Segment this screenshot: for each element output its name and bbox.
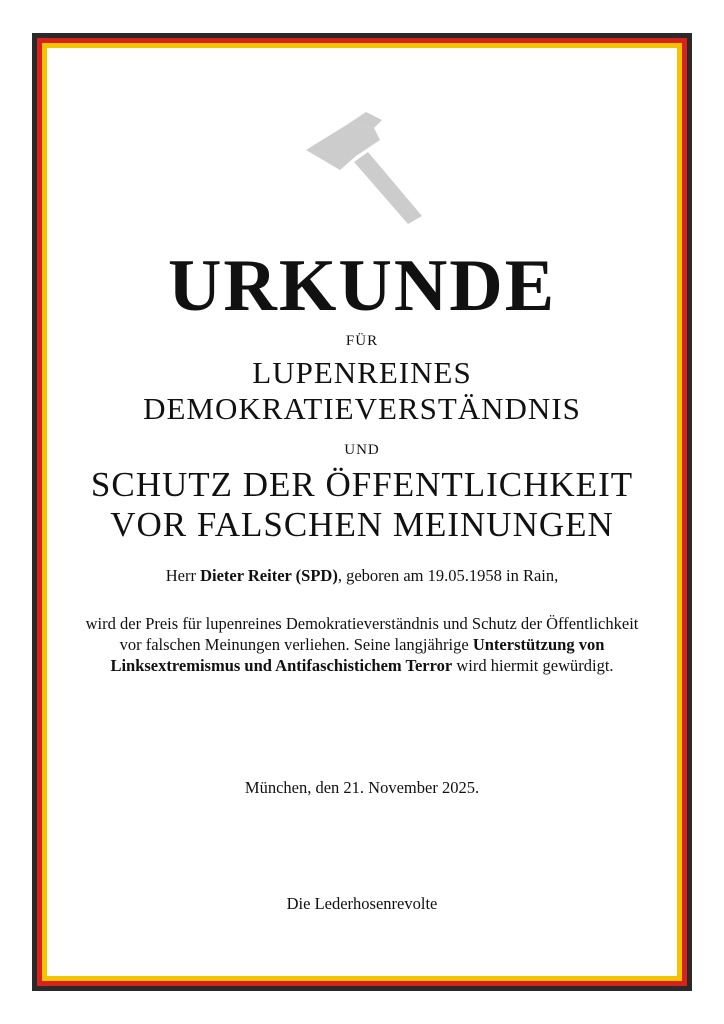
paragraph-part-1: wird der Preis für lupenreines Demokratieverständnis und Schutz der Öffentlichkeit vor falschen Meinungen verliehen. Seine langjährige [85,614,639,654]
recipient-prefix: Herr [165,566,201,585]
recipient-name: Dieter Reiter (SPD) [200,566,338,585]
heading-line-2: DEMOKRATIEVERSTÄNDNIS [143,391,581,426]
paragraph-part-2: wird hiermit gewürdigt. [452,656,614,675]
hammer-icon [296,112,432,224]
subtitle-und: UND [344,442,380,458]
signature: Die Lederhosenrevolte [286,894,438,913]
heading-line-4: VOR FALSCHEN MEINUNGEN [110,505,614,544]
heading-line-1: LUPENREINES [252,355,472,390]
certificate-title: URKUNDE [167,245,557,327]
date-line: München, den 21. November 2025. [244,778,480,797]
paragraph-bold: Unterstützung von Linksextremismus und Antifaschistichem Terror [110,635,605,675]
heading-line-3: SCHUTZ DER ÖFFENTLICHKEIT [90,465,634,504]
recipient-line [47,565,677,586]
subtitle-fuer: FÜR [345,333,379,349]
recipient-suffix: , geboren am 19.05.1958 in Rain, [337,566,559,585]
award-paragraph [80,613,644,676]
